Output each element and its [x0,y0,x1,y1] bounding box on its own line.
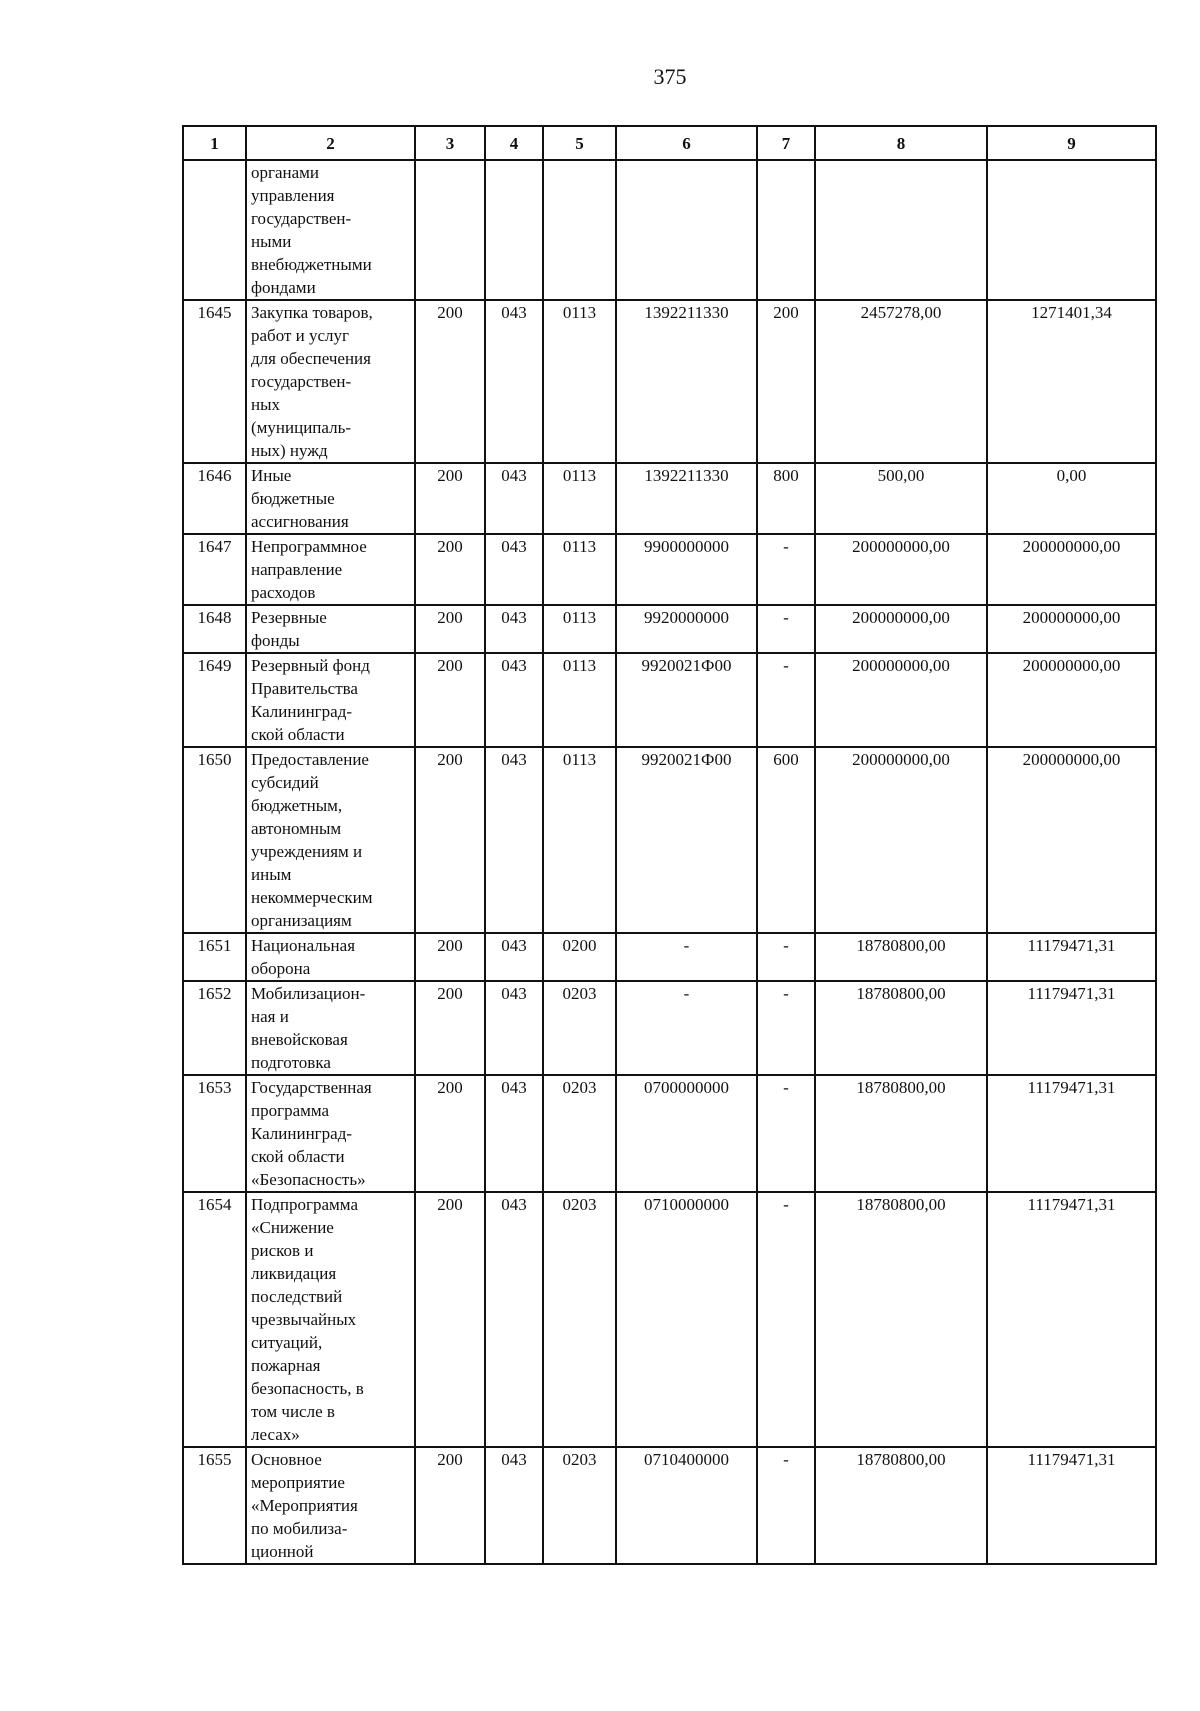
cell-empty [815,160,987,300]
row-number: 1651 [183,933,246,981]
col-8-amount: 200000000,00 [815,605,987,653]
col-6-code: 1392211330 [616,300,757,463]
item-name-line: организациям [251,911,352,930]
col-4-code: 043 [485,653,543,747]
row-number: 1655 [183,1447,246,1564]
col-8-amount: 18780800,00 [815,1075,987,1192]
col-3-code: 200 [415,653,485,747]
cell-empty [757,160,815,300]
row-number: 1647 [183,534,246,605]
col-6-code: - [616,933,757,981]
item-name-line: Основное [251,1450,322,1469]
item-name [246,300,415,463]
cell-empty [616,160,757,300]
item-name-line: Резервный фонд [251,656,370,675]
item-name-line: «Снижение [251,1218,334,1237]
col-4-code: 043 [485,933,543,981]
col-4-code: 043 [485,1075,543,1192]
col-9-amount: 200000000,00 [987,605,1156,653]
col-6-code: 9920021Ф00 [616,747,757,933]
item-name-line: ситуаций, [251,1333,323,1352]
item-name-line: автономным [251,819,342,838]
col-3-code: 200 [415,981,485,1075]
row-number: 1650 [183,747,246,933]
col-5-code: 0113 [543,653,616,747]
col-6-code: 0700000000 [616,1075,757,1192]
header-cell: 3 [415,126,485,160]
row-number: 1652 [183,981,246,1075]
col-6-code: - [616,981,757,1075]
col-8-amount: 200000000,00 [815,747,987,933]
item-name-line: «Мероприятия [251,1496,358,1515]
continuation-text-line: государствен- [251,209,352,228]
item-name-line: лесах» [251,1425,300,1444]
item-name-line: Национальная [251,936,356,955]
col-5-code: 0203 [543,1447,616,1564]
col-4-code: 043 [485,747,543,933]
col-7-code: 800 [757,463,815,534]
col-5-code: 0113 [543,605,616,653]
table-row [183,300,1156,463]
col-8-amount: 18780800,00 [815,981,987,1075]
col-7-code: - [757,1192,815,1447]
col-4-code: 043 [485,1192,543,1447]
item-name [246,1192,415,1447]
col-9-amount: 200000000,00 [987,534,1156,605]
table-row [183,981,1156,1075]
item-name-line: подготовка [251,1053,331,1072]
col-4-code: 043 [485,534,543,605]
table-row [183,463,1156,534]
item-name-line: ционной [251,1542,314,1561]
item-name-line: (муниципаль- [251,418,351,437]
col-5-code: 0203 [543,981,616,1075]
header-cell: 9 [987,126,1156,160]
continuation-text-line: ными [251,232,292,251]
col-5-code: 0200 [543,933,616,981]
header-cell: 4 [485,126,543,160]
continuation-text [246,160,415,300]
col-8-amount: 18780800,00 [815,1192,987,1447]
item-name [246,534,415,605]
col-4-code: 043 [485,1447,543,1564]
col-3-code: 200 [415,1075,485,1192]
col-7-code: - [757,605,815,653]
item-name-line: Непрограммное [251,537,367,556]
col-7-code: - [757,1075,815,1192]
col-8-amount: 500,00 [815,463,987,534]
table-row [183,747,1156,933]
col-9-amount: 0,00 [987,463,1156,534]
col-6-code: 0710400000 [616,1447,757,1564]
item-name-line: фонды [251,631,300,650]
item-name-line: Иные [251,466,292,485]
item-name-line: «Безопасность» [251,1170,366,1189]
item-name-line: Закупка товаров, [251,303,373,322]
budget-table [182,125,1157,1565]
continuation-text-line: внебюджетными [251,255,372,274]
item-name-line: некоммерческим [251,888,373,907]
item-name-line: ликвидация [251,1264,337,1283]
item-name [246,605,415,653]
col-9-amount: 200000000,00 [987,747,1156,933]
col-9-amount: 11179471,31 [987,933,1156,981]
col-4-code: 043 [485,605,543,653]
continuation-text-line: органами [251,163,320,182]
item-name [246,653,415,747]
item-name-line: вневойсковая [251,1030,348,1049]
item-name-line: бюджетным, [251,796,343,815]
col-4-code: 043 [485,463,543,534]
table-header-row [183,126,1156,160]
col-6-code: 9920000000 [616,605,757,653]
item-name-line: пожарная [251,1356,321,1375]
row-number: 1649 [183,653,246,747]
col-8-amount: 200000000,00 [815,534,987,605]
item-name-line: рисков и [251,1241,314,1260]
col-9-amount: 200000000,00 [987,653,1156,747]
col-5-code: 0113 [543,534,616,605]
col-5-code: 0113 [543,300,616,463]
table-row [183,933,1156,981]
col-9-amount: 11179471,31 [987,1447,1156,1564]
item-name-line: направление [251,560,343,579]
item-name [246,933,415,981]
col-8-amount: 18780800,00 [815,1447,987,1564]
item-name-line: бюджетные [251,489,335,508]
table-row [183,605,1156,653]
item-name-line: расходов [251,583,316,602]
cell-empty [987,160,1156,300]
row-number: 1645 [183,300,246,463]
table-row [183,534,1156,605]
row-number: 1654 [183,1192,246,1447]
col-9-amount: 1271401,34 [987,300,1156,463]
item-name-line: Предоставление [251,750,369,769]
item-name-line: государствен- [251,372,352,391]
col-7-code: - [757,933,815,981]
col-9-amount: 11179471,31 [987,1192,1156,1447]
header-cell: 6 [616,126,757,160]
item-name [246,981,415,1075]
item-name-line: учреждениям и [251,842,363,861]
item-name [246,747,415,933]
item-name-line: Резервные [251,608,327,627]
col-8-amount: 2457278,00 [815,300,987,463]
item-name-line: ная и [251,1007,289,1026]
col-6-code: 1392211330 [616,463,757,534]
item-name-line: безопасность, в [251,1379,364,1398]
col-4-code: 043 [485,981,543,1075]
continuation-text-line: управления [251,186,335,205]
continuation-text-line: фондами [251,278,316,297]
col-3-code: 200 [415,933,485,981]
header-cell: 8 [815,126,987,160]
col-7-code: - [757,534,815,605]
item-name-line: субсидий [251,773,319,792]
item-name-line: ных [251,395,281,414]
item-name-line: Калининград- [251,702,353,721]
col-8-amount: 200000000,00 [815,653,987,747]
item-name-line: чрезвычайных [251,1310,357,1329]
item-name-line: последствий [251,1287,343,1306]
item-name-line: мероприятие [251,1473,345,1492]
item-name-line: Государственная [251,1078,372,1097]
header-cell: 1 [183,126,246,160]
page-number: 375 [653,64,687,89]
col-9-amount: 11179471,31 [987,1075,1156,1192]
row-number: 1646 [183,463,246,534]
item-name-line: работ и услуг [251,326,349,345]
item-name-line: программа [251,1101,330,1120]
col-9-amount: 11179471,31 [987,981,1156,1075]
col-8-amount: 18780800,00 [815,933,987,981]
table-row [183,1075,1156,1192]
item-name-line: оборона [251,959,311,978]
cell-empty [415,160,485,300]
item-name [246,1075,415,1192]
item-name [246,1447,415,1564]
col-3-code: 200 [415,300,485,463]
col-7-code: - [757,1447,815,1564]
cell-empty [485,160,543,300]
item-name-line: Мобилизацион- [251,984,366,1003]
item-name-line: ных) нужд [251,441,328,460]
col-7-code: - [757,653,815,747]
header-cell: 2 [246,126,415,160]
row-number: 1648 [183,605,246,653]
header-cell: 5 [543,126,616,160]
item-name [246,463,415,534]
item-name-line: Калининград- [251,1124,353,1143]
item-name-line: для обеспечения [251,349,371,368]
item-name-line: том числе в [251,1402,335,1421]
item-name-line: иным [251,865,292,884]
col-3-code: 200 [415,605,485,653]
col-5-code: 0113 [543,463,616,534]
col-5-code: 0203 [543,1192,616,1447]
col-3-code: 200 [415,747,485,933]
col-6-code: 9900000000 [616,534,757,605]
col-4-code: 043 [485,300,543,463]
col-3-code: 200 [415,463,485,534]
row-number: 1653 [183,1075,246,1192]
col-7-code: 600 [757,747,815,933]
table-row [183,1192,1156,1447]
item-name-line: ской области [251,725,345,744]
item-name-line: ской области [251,1147,345,1166]
col-6-code: 0710000000 [616,1192,757,1447]
table-row [183,1447,1156,1564]
col-7-code: 200 [757,300,815,463]
col-3-code: 200 [415,1192,485,1447]
col-5-code: 0203 [543,1075,616,1192]
cell-empty [543,160,616,300]
item-name-line: ассигнования [251,512,349,531]
header-cell: 7 [757,126,815,160]
col-6-code: 9920021Ф00 [616,653,757,747]
item-name-line: по мобилиза- [251,1519,348,1538]
cell-empty [183,160,246,300]
col-3-code: 200 [415,1447,485,1564]
continuation-row [183,160,1156,300]
item-name-line: Правительства [251,679,358,698]
table-row [183,653,1156,747]
col-7-code: - [757,981,815,1075]
col-5-code: 0113 [543,747,616,933]
col-3-code: 200 [415,534,485,605]
item-name-line: Подпрограмма [251,1195,358,1214]
